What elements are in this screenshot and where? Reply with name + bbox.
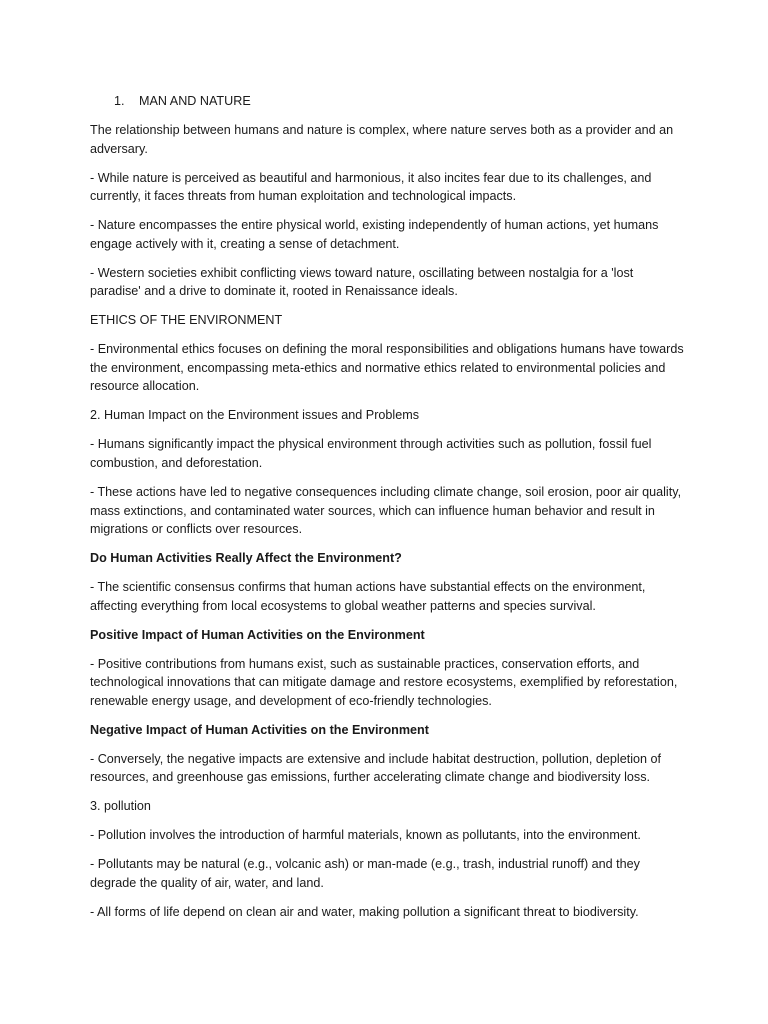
paragraph: - These actions have led to negative consequences including climate change, soil erosion, poor air quality, mass extinctions, and contaminated water sources, which can influence human behavior and result in migrations or conflicts over resources. xyxy=(90,485,682,537)
paragraph: - Pollution involves the introduction of harmful materials, known as pollutants, into the environment. xyxy=(90,828,641,843)
paragraph: The relationship between humans and nature is complex, where nature serves both as a provider and an adversary. xyxy=(90,122,674,156)
paragraph: - While nature is perceived as beautiful and harmonious, it also incites fear due to its challenges, and currently, it faces threats from human exploitation and technological impacts. xyxy=(90,170,652,204)
paragraph: ETHICS OF THE ENVIRONMENT xyxy=(90,313,283,328)
paragraph: - The scientific consensus confirms that human actions have substantial effects on the environment, affecting everything from local ecosystems to global weather patterns and species survival. xyxy=(90,580,646,613)
paragraph: - Humans significantly impact the physical environment through activities such as pollution, fossil fuel combustion, and deforestation. xyxy=(90,437,652,471)
paragraph: - Environmental ethics focuses on defining the moral responsibilities and obligations humans have towards the environment, encompassing meta-ethics and normative ethics related to environmental policies and resource allocation. xyxy=(90,342,684,394)
paragraph: - Nature encompasses the entire physical world, existing independently of human actions, yet humans engage actively with it, creating a sense of detachment. xyxy=(90,218,659,251)
paragraph-list xyxy=(90,121,686,922)
document-body xyxy=(90,92,686,932)
subheading: Negative Impact of Human Activities on the Environment xyxy=(90,722,429,737)
section-heading xyxy=(90,92,686,111)
paragraph: 3. pollution xyxy=(90,799,151,814)
paragraph: - All forms of life depend on clean air and water, making pollution a significant threat to biodiversity. xyxy=(90,905,639,920)
paragraph: 2. Human Impact on the Environment issues and Problems xyxy=(90,408,419,423)
heading-text: MAN AND NATURE xyxy=(139,94,251,108)
paragraph: - Positive contributions from humans exist, such as sustainable practices, conservation efforts, and technological innovations that can mitigate damage and restore ecosystems, exemplified by reforestation, renewable energy usage, and development of eco-friendly technologies. xyxy=(90,656,678,708)
subheading: Positive Impact of Human Activities on the Environment xyxy=(90,627,425,642)
paragraph: - Western societies exhibit conflicting views toward nature, oscillating between nostalgia for a 'lost paradise' and a drive to dominate it, rooted in Renaissance ideals. xyxy=(90,265,634,299)
subheading: Do Human Activities Really Affect the Environment? xyxy=(90,551,402,566)
paragraph: - Pollutants may be natural (e.g., volcanic ash) or man-made (e.g., trash, industrial runoff) and they degrade the quality of air, water, and land. xyxy=(90,857,640,891)
paragraph: - Conversely, the negative impacts are extensive and include habitat destruction, pollution, depletion of resources, and greenhouse gas emissions, further accelerating climate change and biodiversity loss. xyxy=(90,751,662,785)
list-number: 1. xyxy=(114,94,125,108)
